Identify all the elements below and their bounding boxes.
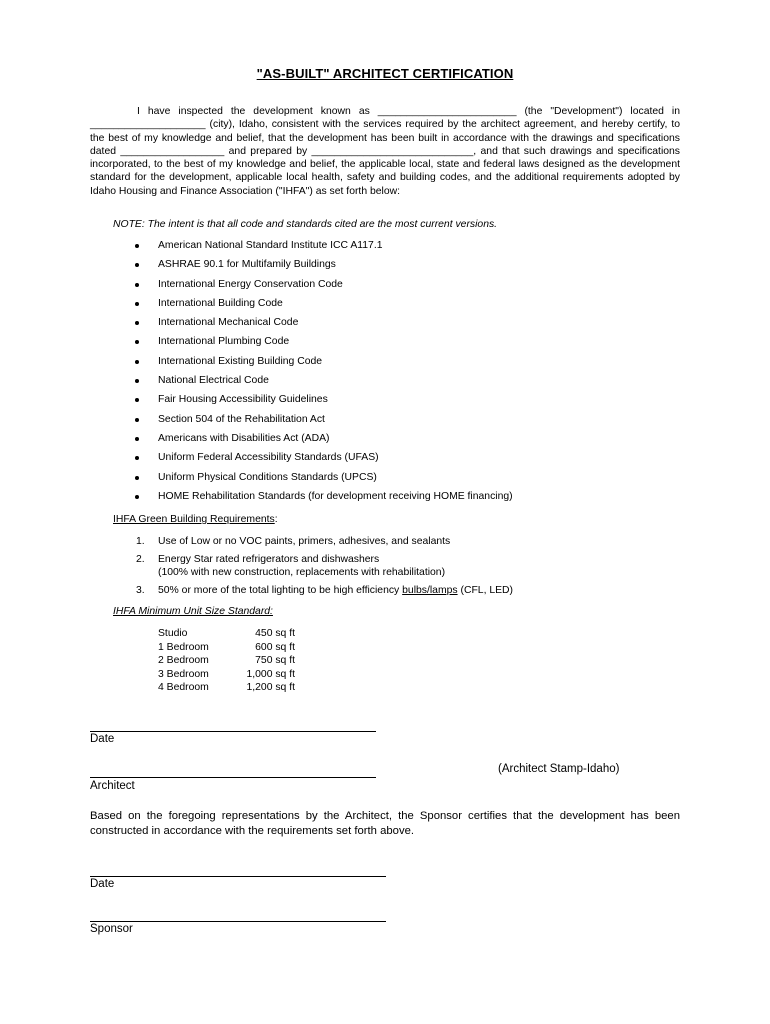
bullet-icon — [135, 456, 139, 460]
bullet-icon — [135, 476, 139, 480]
code-label: International Mechanical Code — [158, 317, 299, 329]
sponsor-date-line[interactable] — [90, 876, 386, 877]
list-item — [130, 297, 513, 316]
sponsor-date-label: Date — [90, 878, 115, 890]
bullet-icon — [135, 283, 139, 287]
item-text: Use of Low or no VOC paints, primers, adhesives, and sealants — [158, 536, 451, 547]
bullet-icon — [135, 495, 139, 499]
bullet-icon — [135, 263, 139, 267]
table-row — [158, 681, 295, 695]
bullet-icon — [135, 340, 139, 344]
item-number: 2. — [136, 553, 145, 565]
code-label: Fair Housing Accessibility Guidelines — [158, 394, 328, 406]
green-building-heading-text: IHFA Green Building Requirements — [113, 514, 275, 525]
list-item — [130, 258, 513, 277]
code-label: International Energy Conservation Code — [158, 278, 343, 290]
note-text: NOTE: The intent is that all code and standards cited are the most current versions. — [113, 219, 498, 230]
code-label: National Electrical Code — [158, 375, 269, 387]
item-text-suffix: (CFL, LED) — [457, 584, 514, 596]
document-title: "AS-BUILT" ARCHITECT CERTIFICATION — [256, 66, 514, 81]
unit-type: 3 Bedroom — [158, 668, 209, 680]
unit-size: 1,200 sq ft — [246, 682, 295, 694]
table-row — [158, 641, 295, 655]
table-row — [158, 654, 295, 668]
codes-list — [130, 239, 513, 509]
unit-type: Studio — [158, 628, 188, 640]
green-building-heading — [113, 514, 278, 525]
list-item — [130, 316, 513, 335]
list-item — [130, 432, 513, 451]
architect-signature-line[interactable] — [90, 777, 376, 778]
unit-size: 750 sq ft — [255, 655, 295, 667]
architect-date-line[interactable] — [90, 731, 376, 732]
architect-date-label: Date — [90, 733, 115, 745]
sponsor-label: Sponsor — [90, 923, 133, 935]
architect-stamp-label: (Architect Stamp-Idaho) — [498, 763, 620, 775]
intro-paragraph: I have inspected the development known as ________________________ (the "Development") located in ____________________ (city), Idaho, consistent with the services required by the architect agreement, and hereby certify, to the best of my knowledge and belief, that the development has been built in accordance with the drawings and specifications dated __________________ and prepared by ____________________________, and that such drawings and specifications incorporated, to the best of my knowledge and belief, the applicable local, state and federal laws designed as the development standard for the development, applicable local health, safety and building codes, and the additional requirements adopted by Idaho Housing and Finance Association ("IHFA") as set forth below: — [90, 106, 680, 197]
bullet-icon — [135, 379, 139, 383]
unit-size-table — [158, 627, 295, 695]
unit-type: 4 Bedroom — [158, 682, 209, 694]
code-label: International Existing Building Code — [158, 355, 323, 367]
item-text-continued: (100% with new construction, replacements with rehabilitation) — [158, 567, 446, 579]
list-item — [136, 553, 513, 580]
table-row — [158, 627, 295, 641]
bullet-icon — [135, 437, 139, 441]
list-item — [130, 355, 513, 374]
bullet-icon — [135, 244, 139, 248]
bullet-icon — [135, 360, 139, 364]
item-number: 1. — [136, 536, 145, 547]
code-label: International Building Code — [158, 297, 283, 309]
list-item — [130, 451, 513, 470]
list-item — [130, 471, 513, 490]
list-item — [130, 374, 513, 393]
sponsor-certification-paragraph: Based on the foregoing representations by the Architect, the Sponsor certifies that the development has been constructed in accordance with the requirements set forth above. — [90, 810, 680, 837]
list-item — [130, 239, 513, 258]
unit-size: 1,000 sq ft — [246, 668, 295, 680]
list-item — [130, 413, 513, 432]
code-label: HOME Rehabilitation Standards (for development receiving HOME financing) — [158, 490, 513, 502]
code-label: International Plumbing Code — [158, 336, 290, 348]
unit-size-heading: IHFA Minimum Unit Size Standard: — [113, 606, 273, 617]
unit-type: 2 Bedroom — [158, 655, 209, 667]
bullet-icon — [135, 418, 139, 422]
list-item — [130, 393, 513, 412]
green-building-heading-colon: : — [274, 514, 278, 525]
unit-type: 1 Bedroom — [158, 641, 209, 653]
sponsor-signature-line[interactable] — [90, 921, 386, 922]
table-row — [158, 668, 295, 682]
bullet-icon — [135, 302, 139, 306]
code-label: American National Standard Institute ICC A117.1 — [158, 240, 383, 251]
item-number: 3. — [136, 584, 145, 596]
code-label: Uniform Federal Accessibility Standards (UFAS) — [158, 452, 379, 464]
code-label: Uniform Physical Conditions Standards (UPCS) — [158, 471, 377, 483]
bullet-icon — [135, 321, 139, 325]
bullet-icon — [135, 398, 139, 402]
bulbs-lamps-link[interactable]: bulbs/lamps — [402, 584, 458, 596]
architect-label: Architect — [90, 780, 135, 792]
unit-size: 600 sq ft — [255, 641, 295, 653]
code-label: Americans with Disabilities Act (ADA) — [158, 432, 330, 444]
list-item — [130, 278, 513, 297]
green-requirements-list — [136, 535, 513, 602]
code-label: ASHRAE 90.1 for Multifamily Buildings — [158, 259, 336, 271]
item-text: 50% or more of the total lighting to be high efficiency — [158, 584, 403, 596]
list-item — [130, 490, 513, 509]
item-text: Energy Star rated refrigerators and dishwashers — [158, 553, 380, 565]
unit-size: 450 sq ft — [255, 628, 295, 640]
list-item — [136, 535, 513, 548]
code-label: Section 504 of the Rehabilitation Act — [158, 413, 325, 425]
list-item — [136, 584, 513, 597]
list-item — [130, 335, 513, 354]
